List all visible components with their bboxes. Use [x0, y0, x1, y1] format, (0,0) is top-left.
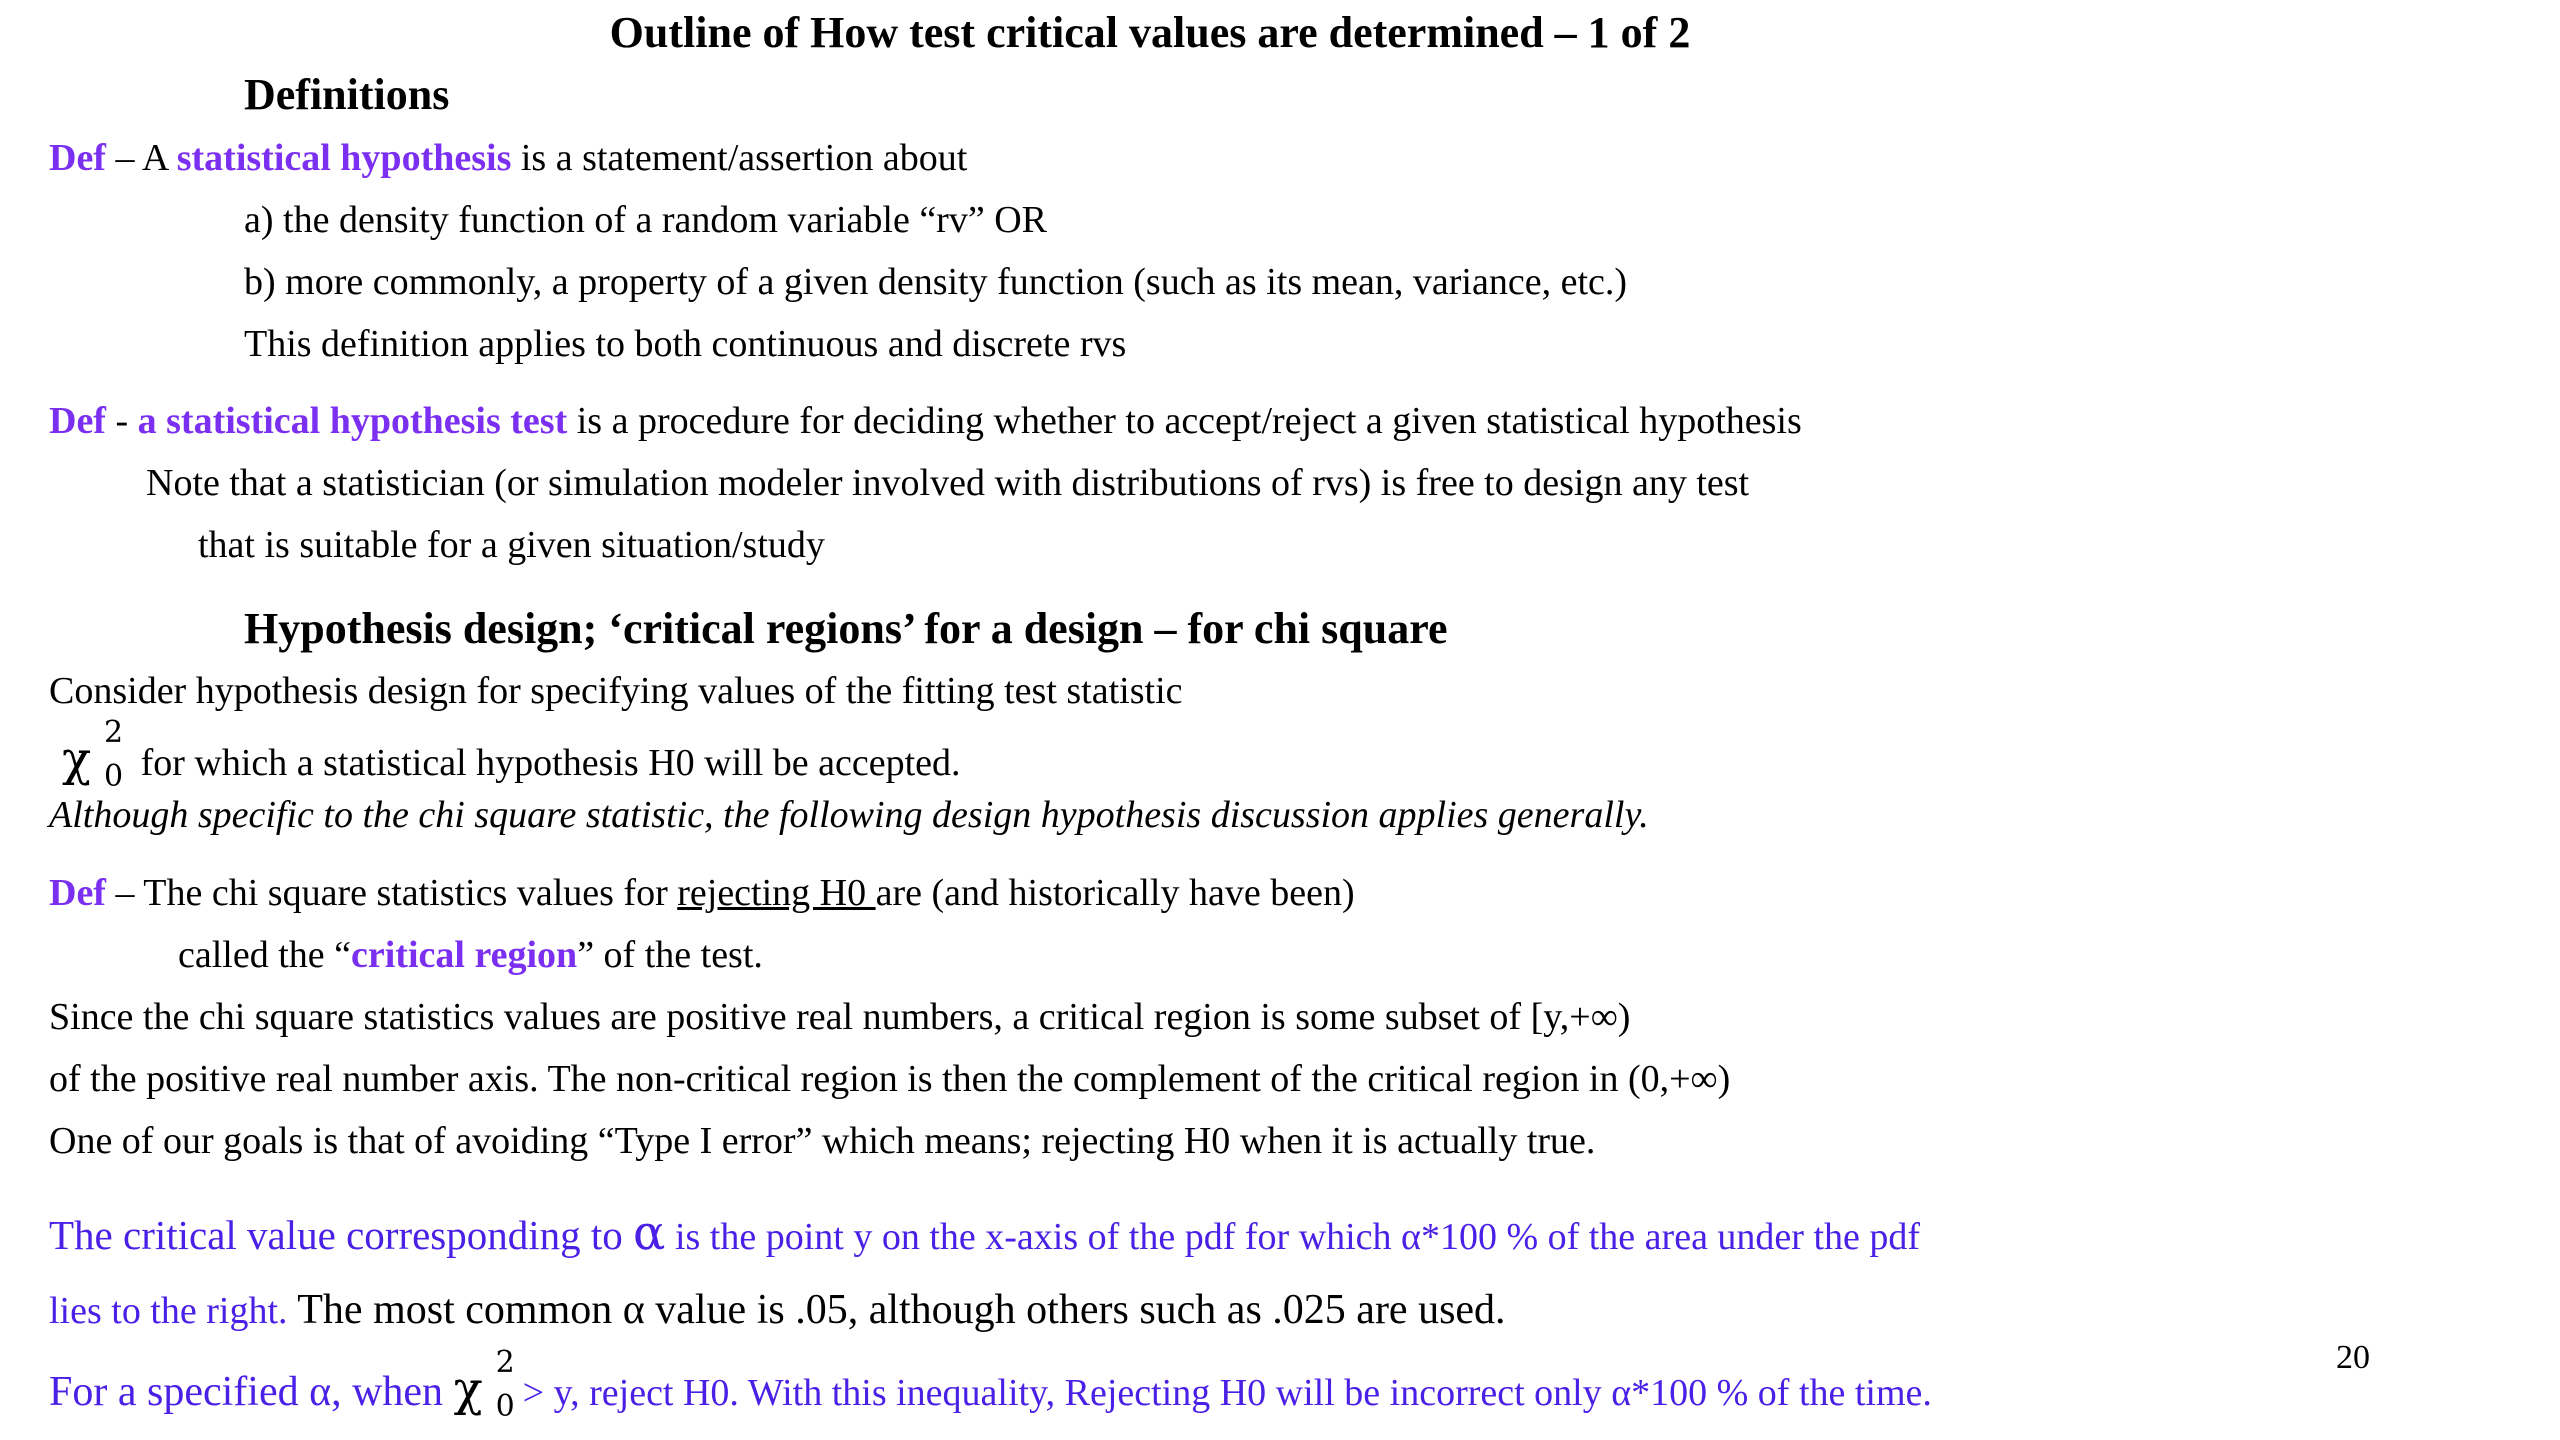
def1-item-b: b) more commonly, a property of a given density function (such as its mean, variance, etc.) — [244, 261, 1628, 303]
paragraph-line2: of the positive real number axis. The non-critical region is then the complement of the critical region in (0,+∞) — [49, 1058, 1731, 1100]
def-term: statistical hypothesis — [176, 137, 512, 179]
def-text-2: ” of the test. — [577, 934, 763, 976]
paragraph-line3: One of our goals is that of avoiding “Type I error” which means; rejecting H0 when it is actually true. — [49, 1120, 1596, 1162]
def-label: Def — [49, 400, 106, 442]
def2-note-line2: that is suitable for a given situation/study — [198, 524, 825, 566]
critical-value-line2 — [49, 1286, 1506, 1334]
chi-square-symbol: χ 2 0 — [62, 715, 124, 794]
critical-text-2: is the point y on the x-axis of the pdf for which α*100 % of the area under the pdf — [665, 1216, 1921, 1258]
italic-note: Although specific to the chi square statistic, the following design hypothesis discussion applies generally. — [49, 794, 1649, 836]
def-label: Def — [49, 137, 106, 179]
chi-square-symbol: χ 2 0 — [453, 1345, 515, 1424]
section-heading-definitions: Definitions — [244, 70, 450, 119]
page-number: 20 — [2336, 1339, 2370, 1376]
def-dash: – A — [105, 137, 177, 179]
def-text: is a statement/assertion about — [511, 137, 968, 179]
def-text: called the “ — [178, 934, 352, 976]
slide-title: Outline of How test critical values are determined – 1 of 2 — [609, 8, 1691, 57]
def-term: critical region — [351, 934, 578, 976]
def-term: a statistical hypothesis test — [137, 400, 568, 442]
def-text-2: are (and historically have been) — [875, 872, 1355, 914]
def2-note-line1: Note that a statistician (or simulation modeler involved with distributions of rvs) is free to design any test — [146, 462, 1750, 504]
def3-line1 — [49, 872, 1355, 916]
underlined-text: rejecting H0 — [677, 872, 876, 914]
consider-line2 — [62, 715, 961, 794]
alpha-symbol: α — [633, 1205, 666, 1261]
critical-text-black: The most common α value is .05, although others such as .025 are used. — [287, 1287, 1506, 1333]
def1-note: This definition applies to both continuous and discrete rvs — [244, 323, 1127, 365]
def1-item-a: a) the density function of a random variable “rv” OR — [244, 199, 1047, 241]
def2-line — [49, 400, 1802, 444]
critical-value-line1 — [49, 1206, 1920, 1261]
consider-text: for which a statistical hypothesis H0 will be accepted. — [140, 742, 961, 784]
def-dash: - — [105, 400, 138, 442]
def1-line — [49, 137, 967, 181]
paragraph-line1: Since the chi square statistics values are positive real numbers, a critical region is some subset of [y,+∞) — [49, 996, 1631, 1038]
section-heading-hypothesis-design: Hypothesis design; ‘critical regions’ for a design – for chi square — [244, 604, 1448, 653]
final-text-2: > y, reject H0. With this inequality, Rejecting H0 will be incorrect only α*100 % of the time. — [522, 1372, 1932, 1414]
consider-line1: Consider hypothesis design for specifying values of the fitting test statistic — [49, 670, 1183, 712]
def-text: – The chi square statistics values for — [105, 872, 678, 914]
final-text: For a specified α, when — [49, 1369, 454, 1415]
def-label: Def — [49, 872, 106, 914]
final-line — [49, 1345, 1932, 1424]
critical-text: The critical value corresponding to — [49, 1212, 634, 1258]
def-text: is a procedure for deciding whether to accept/reject a given statistical hypothesis — [567, 400, 1802, 442]
critical-text-blue: lies to the right. — [49, 1290, 288, 1332]
def3-line2 — [178, 934, 763, 978]
